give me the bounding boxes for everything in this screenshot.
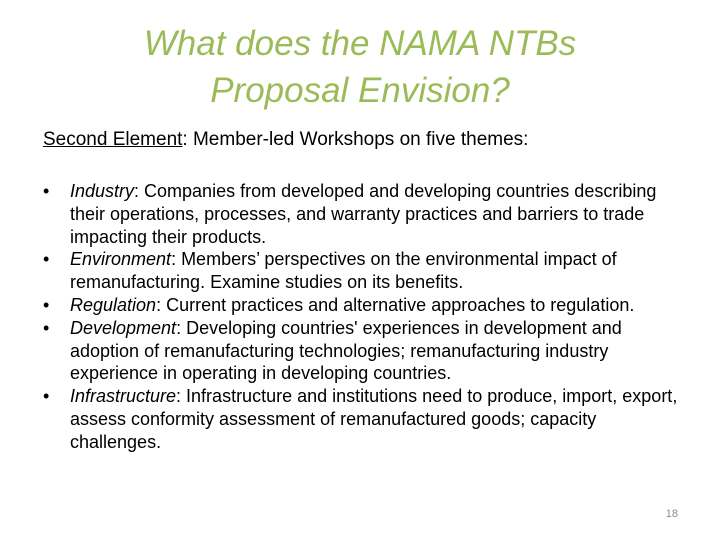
intro-label: Second Element (43, 129, 183, 150)
theme-item-industry (43, 180, 683, 248)
slide-title-line-1: What does the NAMA NTBs (143, 24, 577, 63)
theme-term: Infrastructure (70, 386, 177, 407)
theme-description: : Members’ perspectives on the environmental impact of remanufacturing. Examine studies on its benefits. (70, 249, 617, 293)
theme-term: Environment (70, 249, 172, 270)
bullet-icon: • (43, 249, 50, 270)
bullet-icon: • (43, 386, 50, 407)
bullet-icon: • (43, 317, 50, 338)
theme-description: : Current practices and alternative approaches to regulation. (156, 294, 635, 315)
theme-description: : Companies from developed and developing countries describing their operations, processes, and warranty practices and barriers to trade impacting their products. (70, 181, 657, 247)
page-number: 18 (665, 508, 678, 520)
slide-title-line-2: Proposal Envision? (210, 71, 510, 110)
slide-title (0, 20, 720, 114)
theme-list (43, 180, 683, 454)
theme-term: Industry (70, 181, 135, 201)
theme-term: Regulation (70, 294, 157, 315)
theme-item-infrastructure (43, 385, 683, 453)
theme-item-development (43, 317, 683, 385)
theme-term: Development (70, 317, 177, 338)
theme-description: : Infrastructure and institutions need to produce, import, export, assess conformity assessment of remanufactured goods; capacity challenges. (70, 386, 678, 452)
theme-item-environment (43, 248, 683, 294)
theme-item-regulation (43, 294, 683, 317)
intro-text: : Member-led Workshops on five themes: (182, 129, 529, 150)
theme-description: : Developing countries' experiences in development and adoption of remanufacturing technologies; remanufacturing industry experience in operating in developing countries. (70, 317, 622, 384)
bullet-icon: • (43, 294, 50, 315)
bullet-icon: • (43, 181, 50, 201)
intro-paragraph (43, 128, 693, 152)
